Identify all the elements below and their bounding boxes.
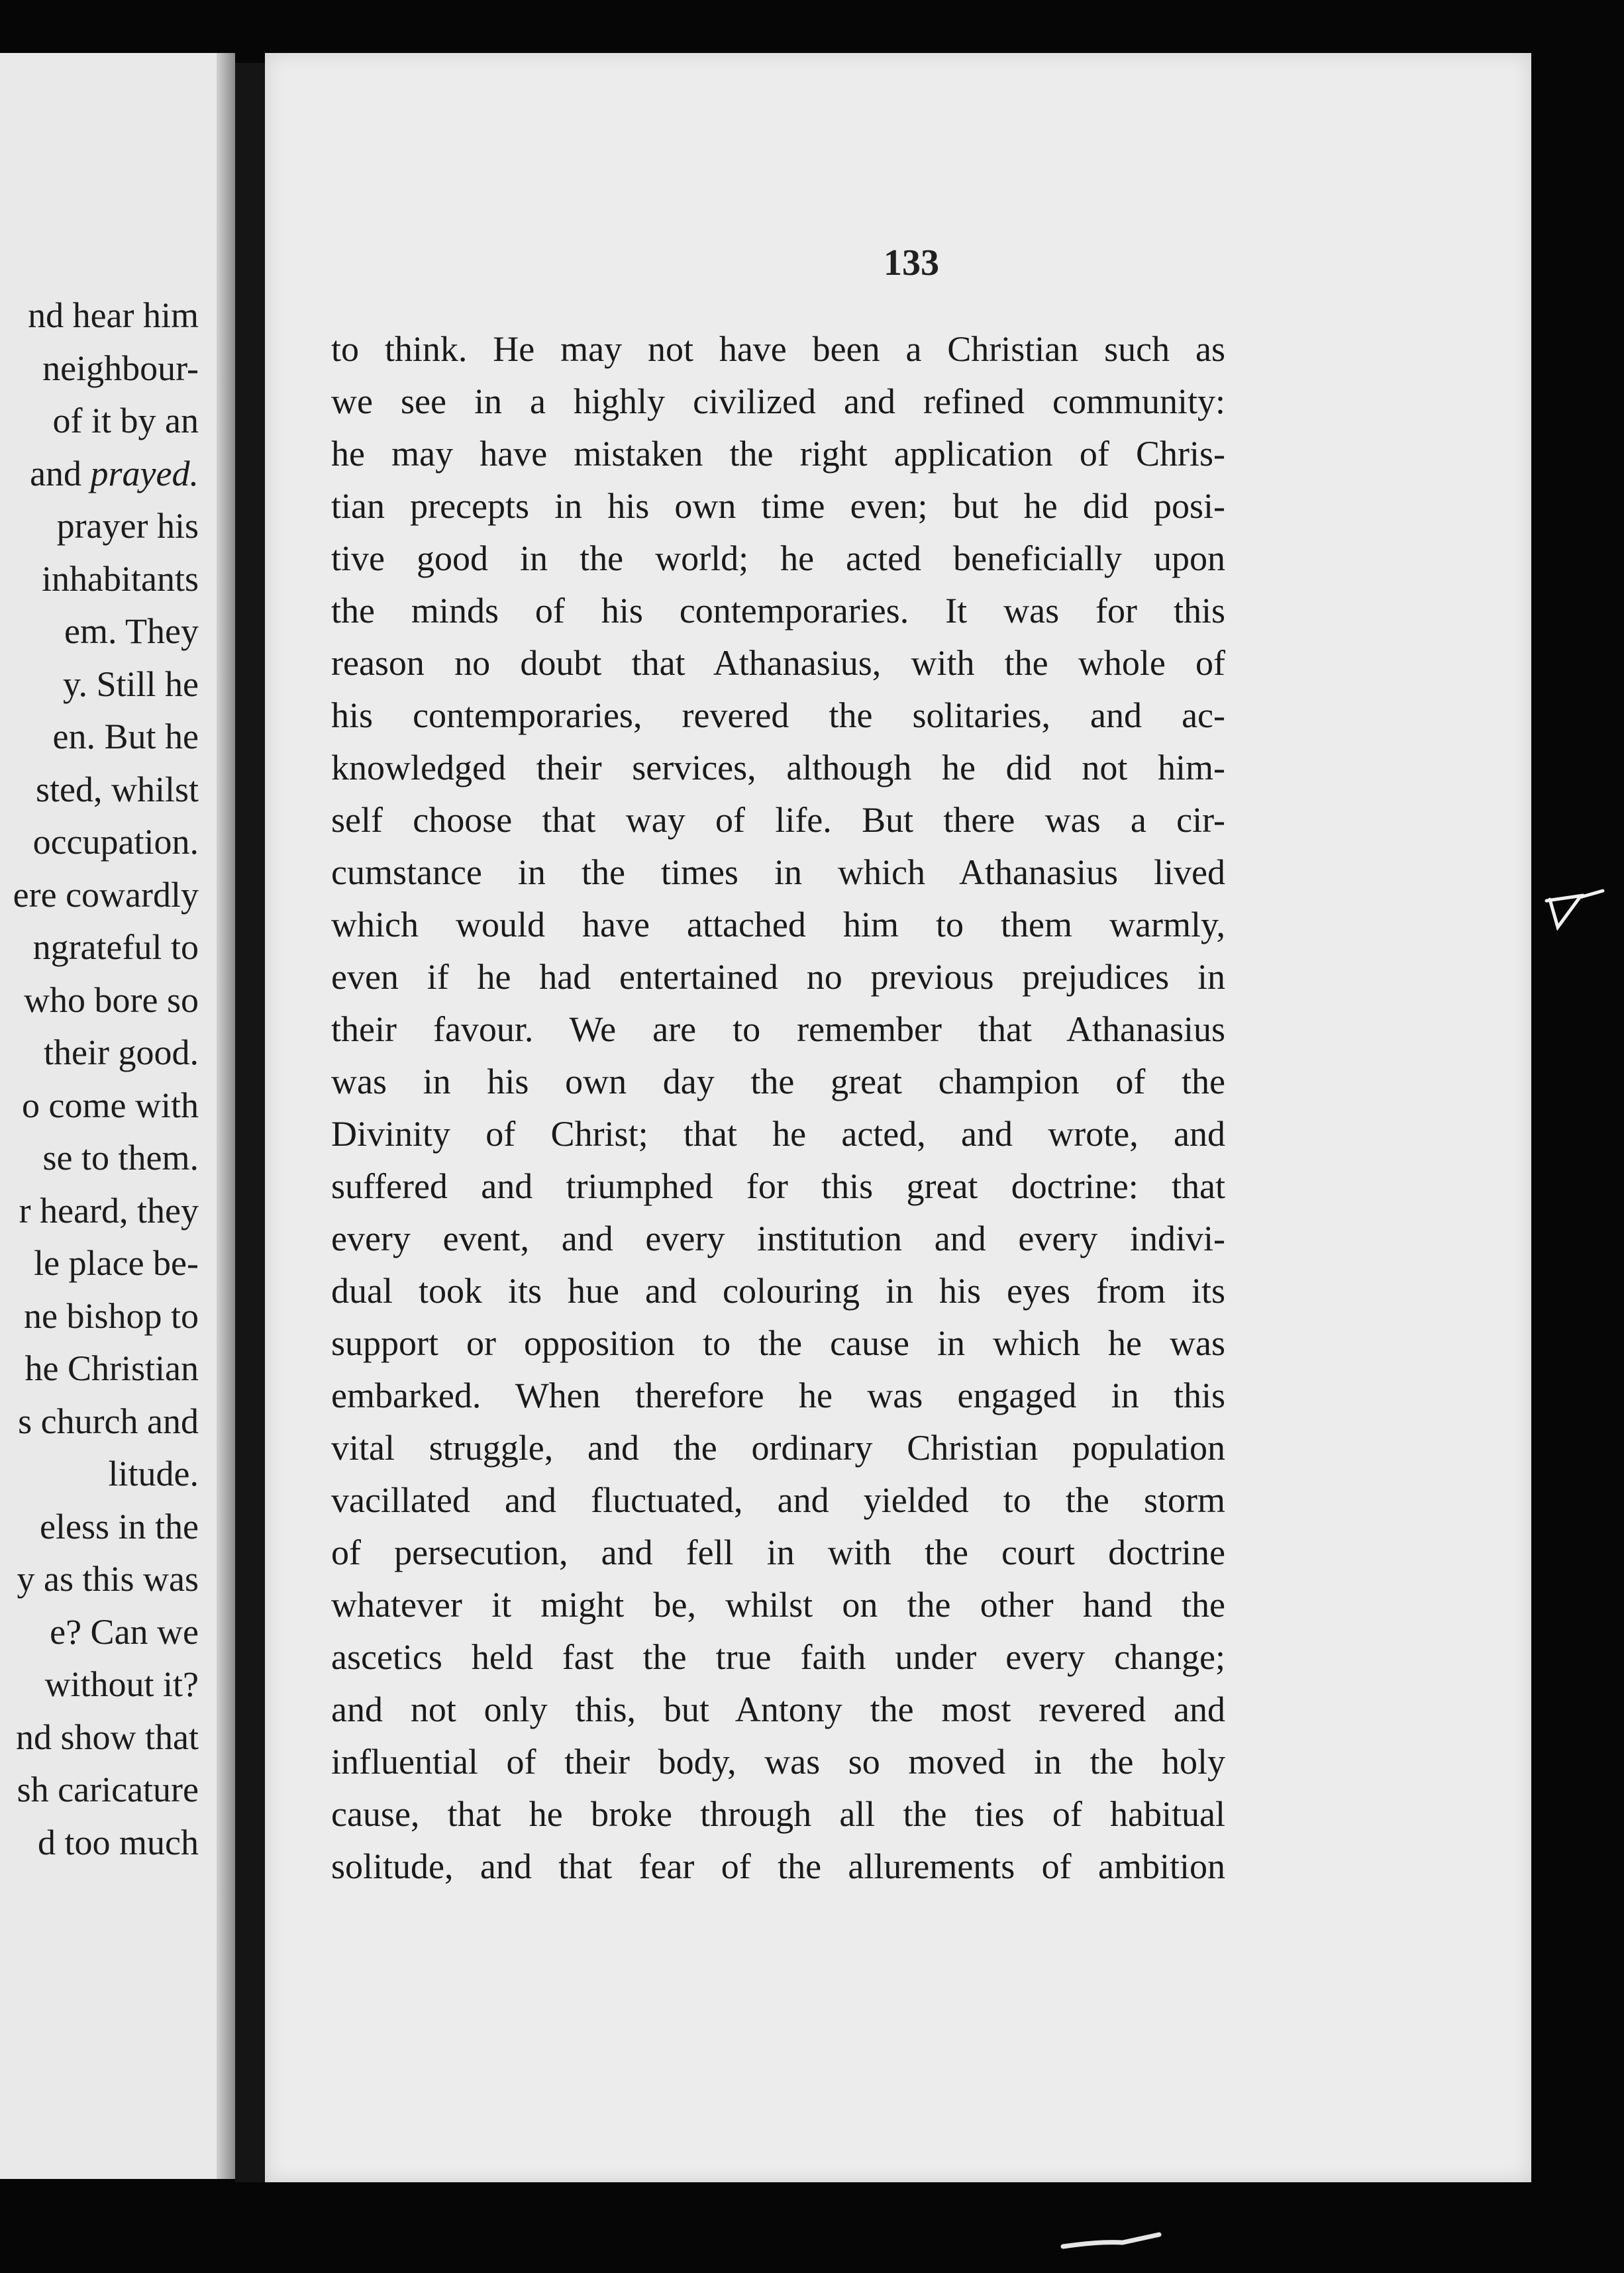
text-line: and not only this, but Antony the most revered and <box>331 1690 1225 1729</box>
text-line: support or opposition to the cause in which he was <box>331 1323 1225 1363</box>
page-gutter <box>217 53 235 2179</box>
text-line: to think. He may not have been a Christian such as <box>331 329 1225 369</box>
previous-page-line: and prayed. <box>30 453 199 493</box>
text-line: ascetics held fast the true faith under every change; <box>331 1637 1225 1677</box>
previous-page-line: s church and <box>18 1401 199 1441</box>
previous-page-line: d too much <box>38 1822 199 1862</box>
text-line: Divinity of Christ; that he acted, and wrote, and <box>331 1114 1225 1154</box>
previous-page-line: neighbour- <box>42 348 199 388</box>
previous-page-line: en. But he <box>52 717 199 756</box>
text-line: was in his own day the great champion of the <box>331 1062 1225 1101</box>
text-line: knowledged their services, although he did not him- <box>331 748 1225 787</box>
text-line: of persecution, and fell in with the court doctrine <box>331 1533 1225 1572</box>
text-line: vital struggle, and the ordinary Christian population <box>331 1428 1225 1468</box>
text-line: vacillated and fluctuated, and yielded to the storm <box>331 1480 1225 1520</box>
previous-page-line: nd hear him <box>28 295 199 335</box>
previous-page-line: em. They <box>64 611 199 651</box>
text-line: suffered and triumphed for this great doctrine: that <box>331 1166 1225 1206</box>
text-line: dual took its hue and colouring in his eyes from its <box>331 1271 1225 1311</box>
text-line: whatever it might be, whilst on the other hand the <box>331 1585 1225 1625</box>
text-line: his contemporaries, revered the solitaries, and ac- <box>331 695 1225 735</box>
previous-page-line: e? Can we <box>50 1611 199 1652</box>
text-line: the minds of his contemporaries. It was for this <box>331 591 1225 631</box>
text-line: solitude, and that fear of the allurements of ambition <box>331 1846 1225 1886</box>
italic-word: prayed. <box>90 453 199 493</box>
page-body-text <box>331 323 1225 1893</box>
library-stamp-bleedthrough <box>1424 940 1450 1338</box>
text-line: he may have mistaken the right application of Chris- <box>331 434 1225 474</box>
previous-page-line: sh caricature <box>17 1770 199 1809</box>
previous-page-line: of it by an <box>52 401 199 440</box>
previous-page-line: he Christian <box>25 1348 199 1388</box>
previous-page-line: nd show that <box>16 1717 199 1757</box>
pencil-mark-icon <box>1543 887 1609 940</box>
text-line: embarked. When therefore he was engaged in this <box>331 1376 1225 1415</box>
previous-page-line: occupation. <box>32 822 199 862</box>
previous-page-line: ngrateful to <box>32 927 199 967</box>
previous-page-line: le place be- <box>34 1243 199 1283</box>
previous-page-line: eless in the <box>40 1506 199 1546</box>
text-line: self choose that way of life. But there was a cir- <box>331 800 1225 840</box>
previous-page-line: sted, whilst <box>35 769 199 809</box>
text-line: reason no doubt that Athanasius, with the whole of <box>331 643 1225 683</box>
text-line: cumstance in the times in which Athanasius lived <box>331 852 1225 892</box>
scan-artifact-mark <box>1060 2232 1166 2252</box>
previous-page-line: ne bishop to <box>24 1295 199 1336</box>
previous-page-line: who bore so <box>24 980 199 1020</box>
text-line: cause, that he broke through all the ties of habitual <box>331 1794 1225 1834</box>
text-line: which would have attached him to them warmly, <box>331 905 1225 944</box>
book-spine <box>235 63 265 2182</box>
previous-page-line: prayer his <box>56 506 199 546</box>
current-page <box>265 53 1531 2182</box>
previous-page-line: litude. <box>108 1454 199 1493</box>
previous-page-line: ere cowardly <box>13 874 199 915</box>
text-line: every event, and every institution and every indivi- <box>331 1219 1225 1258</box>
previous-page-line: y. Still he <box>62 664 199 704</box>
text-line: tian precepts in his own time even; but he did posi- <box>331 486 1225 526</box>
previous-page-line: without it? <box>44 1664 199 1704</box>
previous-page-line: r heard, they <box>19 1190 199 1231</box>
text-line: their favour. We are to remember that Athanasius <box>331 1009 1225 1049</box>
previous-page <box>0 53 235 2179</box>
text-line: influential of their body, was so moved in the holy <box>331 1742 1225 1782</box>
page-number: 133 <box>884 242 939 283</box>
previous-page-line: se to them. <box>42 1138 199 1178</box>
previous-page-line: o come with <box>22 1085 199 1125</box>
previous-page-line: their good. <box>44 1033 199 1072</box>
text-line: even if he had entertained no previous prejudices in <box>331 957 1225 997</box>
previous-page-line: inhabitants <box>42 558 199 599</box>
text-line: we see in a highly civilized and refined community: <box>331 381 1225 421</box>
text-line: tive good in the world; he acted beneficially upon <box>331 538 1225 578</box>
previous-page-line: y as this was <box>17 1559 199 1599</box>
